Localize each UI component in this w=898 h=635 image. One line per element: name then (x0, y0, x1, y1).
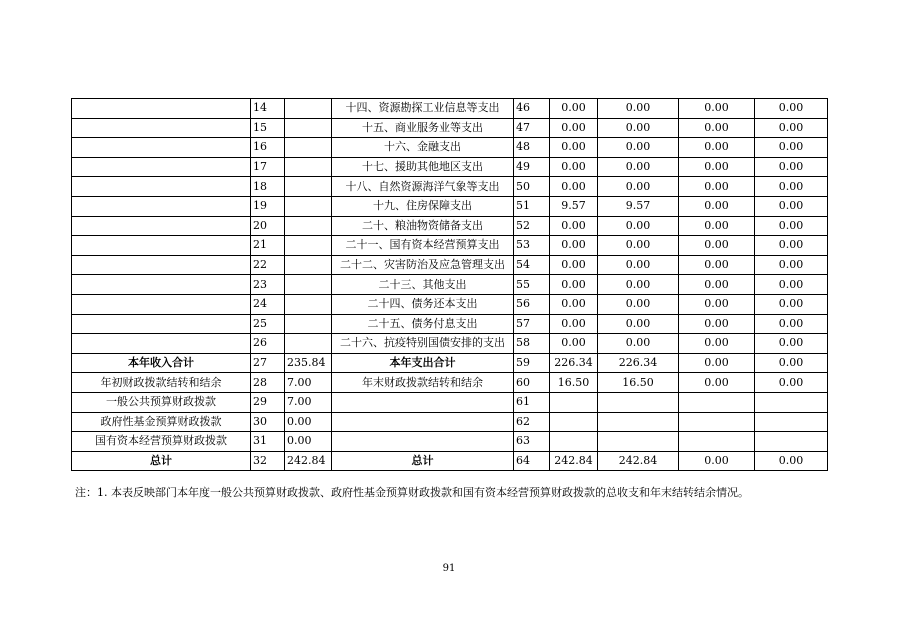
income-item-cell (72, 294, 251, 314)
expense-item-cell: 二十四、债务还本支出 (332, 294, 514, 314)
table-note: 注：1. 本表反映部门本年度一般公共预算财政拨款、政府性基金预算财政拨款和国有资本经营预算财政拨款的总收支和年末结转结余情况。 (75, 486, 749, 499)
expense-item-cell: 年末财政拨款结转和结余 (332, 373, 514, 393)
income-amount-cell (285, 177, 332, 197)
general-budget-cell: 0.00 (598, 177, 679, 197)
income-amount-cell: 242.84 (285, 451, 332, 471)
income-item-cell (72, 314, 251, 334)
income-item-cell (72, 275, 251, 295)
table-row (72, 432, 828, 452)
income-item-cell: 国有资本经营预算财政拨款 (72, 432, 251, 452)
fund-budget-cell: 0.00 (679, 157, 755, 177)
general-budget-cell: 0.00 (598, 118, 679, 138)
income-amount-cell: 235.84 (285, 353, 332, 373)
expense-item-cell: 二十五、债务付息支出 (332, 314, 514, 334)
table-row (72, 255, 828, 275)
table-row (72, 275, 828, 295)
fund-budget-cell: 0.00 (679, 236, 755, 256)
expense-item-cell: 本年支出合计 (332, 353, 514, 373)
income-amount-cell: 0.00 (285, 432, 332, 452)
expense-item-cell: 二十三、其他支出 (332, 275, 514, 295)
general-budget-cell: 0.00 (598, 99, 679, 119)
expense-total-cell: 0.00 (550, 99, 598, 119)
state-capital-budget-cell: 0.00 (755, 236, 828, 256)
general-budget-cell: 0.00 (598, 157, 679, 177)
general-budget-cell: 0.00 (598, 255, 679, 275)
fund-budget-cell: 0.00 (679, 334, 755, 354)
expense-item-cell: 十四、资源勘探工业信息等支出 (332, 99, 514, 119)
table-row (72, 118, 828, 138)
fund-budget-cell: 0.00 (679, 255, 755, 275)
expense-row-number-cell: 46 (514, 99, 550, 119)
state-capital-budget-cell: 0.00 (755, 314, 828, 334)
income-row-number-cell: 29 (251, 392, 285, 412)
fund-budget-cell: 0.00 (679, 196, 755, 216)
expense-row-number-cell: 51 (514, 196, 550, 216)
fund-budget-cell: 0.00 (679, 275, 755, 295)
expense-row-number-cell: 60 (514, 373, 550, 393)
table-body (72, 99, 828, 471)
expense-total-cell: 0.00 (550, 236, 598, 256)
table-row (72, 294, 828, 314)
expense-item-cell: 二十、粮油物资储备支出 (332, 216, 514, 236)
income-row-number-cell: 19 (251, 196, 285, 216)
general-budget-cell: 16.50 (598, 373, 679, 393)
state-capital-budget-cell: 0.00 (755, 196, 828, 216)
fund-budget-cell: 0.00 (679, 373, 755, 393)
state-capital-budget-cell: 0.00 (755, 138, 828, 158)
expense-row-number-cell: 55 (514, 275, 550, 295)
state-capital-budget-cell: 0.00 (755, 275, 828, 295)
income-amount-cell (285, 275, 332, 295)
income-amount-cell (285, 99, 332, 119)
state-capital-budget-cell: 0.00 (755, 373, 828, 393)
expense-total-cell: 226.34 (550, 353, 598, 373)
income-row-number-cell: 17 (251, 157, 285, 177)
income-amount-cell (285, 314, 332, 334)
fund-budget-cell: 0.00 (679, 353, 755, 373)
general-budget-cell: 242.84 (598, 451, 679, 471)
state-capital-budget-cell: 0.00 (755, 294, 828, 314)
fiscal-appropriation-table (71, 98, 828, 471)
state-capital-budget-cell: 0.00 (755, 216, 828, 236)
expense-item-cell (332, 392, 514, 412)
general-budget-cell: 0.00 (598, 275, 679, 295)
state-capital-budget-cell: 0.00 (755, 451, 828, 471)
general-budget-cell: 0.00 (598, 216, 679, 236)
expense-row-number-cell: 59 (514, 353, 550, 373)
income-amount-cell: 0.00 (285, 412, 332, 432)
expense-row-number-cell: 49 (514, 157, 550, 177)
table-row (72, 216, 828, 236)
income-amount-cell (285, 216, 332, 236)
expense-row-number-cell: 48 (514, 138, 550, 158)
income-amount-cell (285, 294, 332, 314)
expense-item-cell: 十九、住房保障支出 (332, 196, 514, 216)
state-capital-budget-cell: 0.00 (755, 177, 828, 197)
income-item-cell: 政府性基金预算财政拨款 (72, 412, 251, 432)
income-amount-cell (285, 138, 332, 158)
table-row (72, 334, 828, 354)
general-budget-cell: 0.00 (598, 236, 679, 256)
expense-row-number-cell: 47 (514, 118, 550, 138)
state-capital-budget-cell (755, 432, 828, 452)
state-capital-budget-cell: 0.00 (755, 255, 828, 275)
table-row (72, 451, 828, 471)
income-row-number-cell: 18 (251, 177, 285, 197)
income-row-number-cell: 20 (251, 216, 285, 236)
fund-budget-cell (679, 432, 755, 452)
expense-total-cell: 0.00 (550, 334, 598, 354)
general-budget-cell (598, 432, 679, 452)
general-budget-cell: 0.00 (598, 294, 679, 314)
expense-item-cell: 十八、自然资源海洋气象等支出 (332, 177, 514, 197)
income-item-cell: 本年收入合计 (72, 353, 251, 373)
expense-row-number-cell: 64 (514, 451, 550, 471)
expense-total-cell: 242.84 (550, 451, 598, 471)
expense-item-cell (332, 412, 514, 432)
fund-budget-cell (679, 392, 755, 412)
table-row (72, 373, 828, 393)
state-capital-budget-cell (755, 392, 828, 412)
general-budget-cell (598, 392, 679, 412)
state-capital-budget-cell: 0.00 (755, 118, 828, 138)
fund-budget-cell: 0.00 (679, 118, 755, 138)
income-row-number-cell: 26 (251, 334, 285, 354)
general-budget-cell: 9.57 (598, 196, 679, 216)
table-row (72, 236, 828, 256)
table-row (72, 314, 828, 334)
expense-row-number-cell: 52 (514, 216, 550, 236)
general-budget-cell: 0.00 (598, 138, 679, 158)
expense-item-cell: 十七、援助其他地区支出 (332, 157, 514, 177)
expense-item-cell: 二十六、抗疫特别国债安排的支出 (332, 334, 514, 354)
income-item-cell: 总计 (72, 451, 251, 471)
income-item-cell: 一般公共预算财政拨款 (72, 392, 251, 412)
table-row (72, 138, 828, 158)
income-item-cell (72, 157, 251, 177)
general-budget-cell (598, 412, 679, 432)
state-capital-budget-cell: 0.00 (755, 99, 828, 119)
income-row-number-cell: 25 (251, 314, 285, 334)
expense-total-cell (550, 412, 598, 432)
expense-total-cell: 9.57 (550, 196, 598, 216)
income-item-cell (72, 99, 251, 119)
income-item-cell (72, 177, 251, 197)
expense-item-cell: 总计 (332, 451, 514, 471)
expense-row-number-cell: 57 (514, 314, 550, 334)
state-capital-budget-cell (755, 412, 828, 432)
income-row-number-cell: 22 (251, 255, 285, 275)
state-capital-budget-cell: 0.00 (755, 157, 828, 177)
table-row (72, 412, 828, 432)
expense-row-number-cell: 61 (514, 392, 550, 412)
income-row-number-cell: 14 (251, 99, 285, 119)
fund-budget-cell: 0.00 (679, 177, 755, 197)
income-amount-cell (285, 118, 332, 138)
expense-total-cell: 0.00 (550, 138, 598, 158)
expense-row-number-cell: 58 (514, 334, 550, 354)
expense-row-number-cell: 53 (514, 236, 550, 256)
expense-row-number-cell: 56 (514, 294, 550, 314)
expense-total-cell: 0.00 (550, 157, 598, 177)
table-row (72, 196, 828, 216)
income-amount-cell: 7.00 (285, 392, 332, 412)
table-row (72, 177, 828, 197)
table-row (72, 392, 828, 412)
income-row-number-cell: 21 (251, 236, 285, 256)
expense-total-cell: 0.00 (550, 118, 598, 138)
income-item-cell (72, 138, 251, 158)
expense-row-number-cell: 50 (514, 177, 550, 197)
expense-item-cell (332, 432, 514, 452)
income-item-cell (72, 334, 251, 354)
expense-total-cell (550, 392, 598, 412)
income-item-cell (72, 196, 251, 216)
expense-total-cell: 0.00 (550, 216, 598, 236)
state-capital-budget-cell: 0.00 (755, 353, 828, 373)
income-item-cell: 年初财政拨款结转和结余 (72, 373, 251, 393)
general-budget-cell: 0.00 (598, 334, 679, 354)
income-amount-cell (285, 157, 332, 177)
expense-item-cell: 十五、商业服务业等支出 (332, 118, 514, 138)
fund-budget-cell (679, 412, 755, 432)
income-amount-cell (285, 255, 332, 275)
income-item-cell (72, 236, 251, 256)
income-row-number-cell: 30 (251, 412, 285, 432)
table-row (72, 99, 828, 119)
fund-budget-cell: 0.00 (679, 314, 755, 334)
expense-total-cell: 0.00 (550, 294, 598, 314)
income-row-number-cell: 24 (251, 294, 285, 314)
income-item-cell (72, 118, 251, 138)
expense-total-cell: 0.00 (550, 255, 598, 275)
fund-budget-cell: 0.00 (679, 216, 755, 236)
income-row-number-cell: 27 (251, 353, 285, 373)
fund-budget-cell: 0.00 (679, 451, 755, 471)
table-row (72, 157, 828, 177)
expense-total-cell: 16.50 (550, 373, 598, 393)
income-amount-cell: 7.00 (285, 373, 332, 393)
income-amount-cell (285, 196, 332, 216)
income-amount-cell (285, 334, 332, 354)
income-row-number-cell: 28 (251, 373, 285, 393)
expense-total-cell: 0.00 (550, 275, 598, 295)
table-row (72, 353, 828, 373)
income-item-cell (72, 255, 251, 275)
page-number: 91 (442, 563, 456, 574)
income-amount-cell (285, 236, 332, 256)
fund-budget-cell: 0.00 (679, 138, 755, 158)
state-capital-budget-cell: 0.00 (755, 334, 828, 354)
general-budget-cell: 226.34 (598, 353, 679, 373)
expense-row-number-cell: 54 (514, 255, 550, 275)
expense-total-cell: 0.00 (550, 177, 598, 197)
expense-total-cell (550, 432, 598, 452)
expense-item-cell: 二十二、灾害防治及应急管理支出 (332, 255, 514, 275)
expense-total-cell: 0.00 (550, 314, 598, 334)
income-row-number-cell: 23 (251, 275, 285, 295)
expense-row-number-cell: 63 (514, 432, 550, 452)
income-row-number-cell: 31 (251, 432, 285, 452)
income-item-cell (72, 216, 251, 236)
fund-budget-cell: 0.00 (679, 99, 755, 119)
general-budget-cell: 0.00 (598, 314, 679, 334)
income-row-number-cell: 15 (251, 118, 285, 138)
income-row-number-cell: 16 (251, 138, 285, 158)
income-row-number-cell: 32 (251, 451, 285, 471)
expense-row-number-cell: 62 (514, 412, 550, 432)
expense-item-cell: 十六、金融支出 (332, 138, 514, 158)
expense-item-cell: 二十一、国有资本经营预算支出 (332, 236, 514, 256)
fund-budget-cell: 0.00 (679, 294, 755, 314)
